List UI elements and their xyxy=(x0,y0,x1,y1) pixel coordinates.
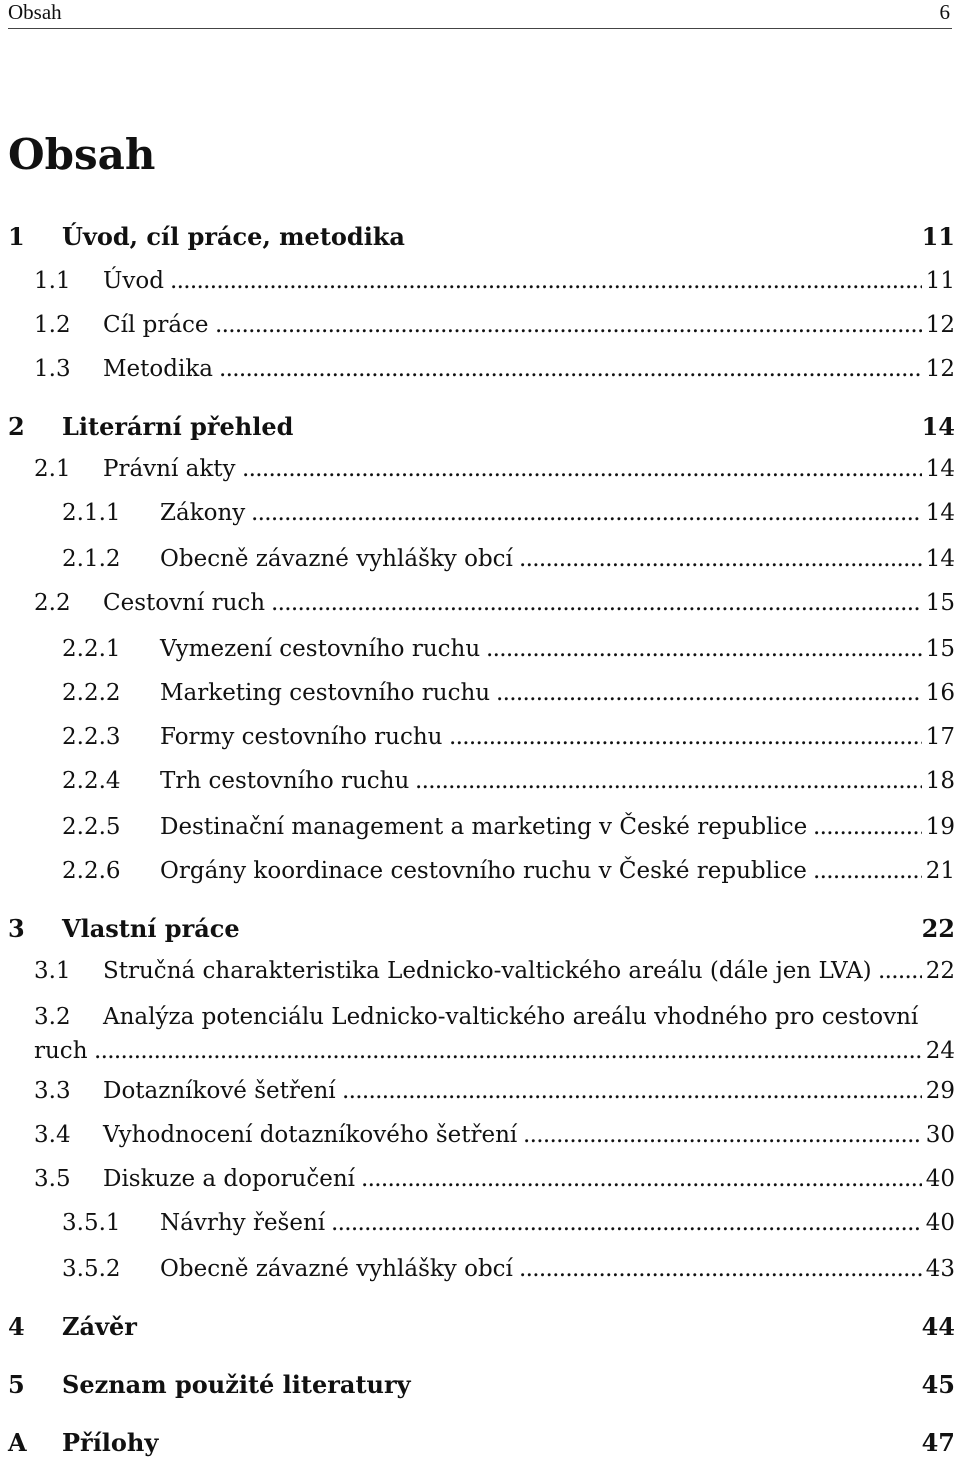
toc-entry[interactable] xyxy=(0,858,955,890)
toc-entry-page: 30 xyxy=(925,1122,955,1148)
toc-entry-title: Literární přehled xyxy=(62,412,294,441)
toc-entry-number: 3.4 xyxy=(34,1122,71,1148)
dot-leader xyxy=(219,356,922,382)
toc-entry-title: Právní akty xyxy=(103,456,236,482)
toc-entry-page: 14 xyxy=(925,546,955,572)
toc-entry[interactable] xyxy=(0,546,955,578)
toc-entry-page: 40 xyxy=(925,1210,955,1236)
dot-leader xyxy=(94,1038,922,1064)
toc-entry-number: 2.2.3 xyxy=(62,724,121,750)
toc-entry-title: Stručná charakteristika Lednicko-valtického areálu (dále jen LVA) xyxy=(103,958,872,984)
toc-entry-title-continued: ruch xyxy=(34,1038,88,1064)
toc-entry-number: 2.1.1 xyxy=(62,500,121,526)
toc-entry-title: Metodika xyxy=(103,356,213,382)
toc-entry-number: 2.2.5 xyxy=(62,814,121,840)
toc-entry-title: Návrhy řešení xyxy=(160,1210,326,1236)
dot-leader xyxy=(813,814,922,840)
toc-entry-number: 1.2 xyxy=(34,312,71,338)
dot-leader xyxy=(361,1166,922,1192)
toc-entry-number: 2.2.1 xyxy=(62,636,121,662)
toc-entry-page: 24 xyxy=(925,1038,955,1064)
toc-entry-title: Formy cestovního ruchu xyxy=(160,724,443,750)
toc-entry[interactable] xyxy=(0,1428,955,1460)
toc-entry-number: 3.2 xyxy=(34,1004,71,1030)
dot-leader xyxy=(519,1256,922,1282)
toc-entry[interactable] xyxy=(0,1078,955,1110)
dot-leader xyxy=(342,1078,922,1104)
toc-entry-number: 2.2.6 xyxy=(62,858,121,884)
toc-entry-number: 2.2.4 xyxy=(62,768,121,794)
running-header xyxy=(8,0,952,29)
toc-entry-number: 3.1 xyxy=(34,958,71,984)
toc-entry-page: 47 xyxy=(921,1428,955,1457)
dot-leader xyxy=(519,546,922,572)
toc-entry-title: Trh cestovního ruchu xyxy=(160,768,410,794)
toc-entry-page: 12 xyxy=(925,356,955,382)
toc-entry[interactable] xyxy=(0,1370,955,1402)
toc-entry-number: 2.2.2 xyxy=(62,680,121,706)
toc-entry-page: 45 xyxy=(921,1370,955,1399)
toc-entry-number: 2.2 xyxy=(34,590,71,616)
toc-entry-number: 2.1 xyxy=(34,456,71,482)
toc-entry[interactable] xyxy=(0,914,955,946)
toc-entry-number: 5 xyxy=(8,1370,25,1399)
toc-entry-title: Zákony xyxy=(160,500,246,526)
toc-entry-title: Úvod xyxy=(103,268,164,294)
toc-entry-number: 2.1.2 xyxy=(62,546,121,572)
toc-entry-page: 21 xyxy=(925,858,955,884)
toc-entry[interactable] xyxy=(0,222,955,254)
toc-entry[interactable] xyxy=(0,1004,955,1036)
toc-entry-continuation xyxy=(0,1038,955,1070)
toc-entry[interactable] xyxy=(0,312,955,344)
page-title: Obsah xyxy=(8,130,156,179)
dot-leader xyxy=(170,268,922,294)
toc-entry-title: Analýza potenciálu Lednicko-valtického areálu vhodného pro cestovní xyxy=(103,1004,919,1030)
toc-entry-page: 14 xyxy=(925,500,955,526)
toc-entry-page: 11 xyxy=(921,222,955,251)
toc-entry-title: Obecně závazné vyhlášky obcí xyxy=(160,546,513,572)
toc-entry-title: Vlastní práce xyxy=(62,914,240,943)
toc-entry[interactable] xyxy=(0,1210,955,1242)
toc-entry-title: Úvod, cíl práce, metodika xyxy=(62,222,405,251)
toc-entry-number: 3.3 xyxy=(34,1078,71,1104)
toc-entry-number: 1 xyxy=(8,222,25,251)
toc-entry-title: Orgány koordinace cestovního ruchu v České republice xyxy=(160,858,807,884)
toc-entry-title: Vymezení cestovního ruchu xyxy=(160,636,481,662)
toc-entry-number: 3.5.2 xyxy=(62,1256,121,1282)
toc-entry-page: 16 xyxy=(925,680,955,706)
toc-entry[interactable] xyxy=(0,636,955,668)
toc-entry-page: 15 xyxy=(925,590,955,616)
toc-entry-number: 1.1 xyxy=(34,268,71,294)
toc-entry-title: Závěr xyxy=(62,1312,137,1341)
dot-leader xyxy=(331,1210,922,1236)
toc-entry-page: 22 xyxy=(921,914,955,943)
toc-entry-page: 14 xyxy=(925,456,955,482)
toc-entry-page: 19 xyxy=(925,814,955,840)
toc-entry-page: 44 xyxy=(921,1312,955,1341)
toc-entry-title: Diskuze a doporučení xyxy=(103,1166,356,1192)
toc-entry[interactable] xyxy=(0,1166,955,1198)
dot-leader xyxy=(486,636,922,662)
toc-entry-page: 43 xyxy=(925,1256,955,1282)
dot-leader xyxy=(496,680,922,706)
toc-entry[interactable] xyxy=(0,412,955,444)
toc-entry-number: 3.5.1 xyxy=(62,1210,121,1236)
toc-entry[interactable] xyxy=(0,680,955,712)
toc-entry[interactable] xyxy=(0,1122,955,1154)
toc-entry-page: 12 xyxy=(925,312,955,338)
toc-entry[interactable] xyxy=(0,724,955,756)
toc-entry[interactable] xyxy=(0,356,955,388)
toc-entry[interactable] xyxy=(0,814,955,846)
dot-leader xyxy=(523,1122,922,1148)
toc-entry-title: Obecně závazné vyhlášky obcí xyxy=(160,1256,513,1282)
toc-entry-title: Seznam použité literatury xyxy=(62,1370,411,1399)
toc-entry-title: Cestovní ruch xyxy=(103,590,266,616)
header-page-number: 6 xyxy=(939,0,950,24)
toc-entry-title: Destinační management a marketing v České republice xyxy=(160,814,808,840)
toc-entry[interactable] xyxy=(0,768,955,800)
dot-leader xyxy=(271,590,922,616)
toc-entry-number: 4 xyxy=(8,1312,25,1341)
toc-entry-page: 29 xyxy=(925,1078,955,1104)
toc-entry-title: Cíl práce xyxy=(103,312,209,338)
toc-entry-page: 22 xyxy=(925,958,955,984)
toc-entry[interactable] xyxy=(0,456,955,488)
toc-entry[interactable] xyxy=(0,1256,955,1288)
header-section-title: Obsah xyxy=(8,0,62,24)
dot-leader xyxy=(813,858,922,884)
toc-entry-page: 14 xyxy=(921,412,955,441)
toc-entry-number: A xyxy=(8,1428,27,1457)
toc-entry-page: 17 xyxy=(925,724,955,750)
toc-entry[interactable] xyxy=(0,500,955,532)
dot-leader xyxy=(415,768,922,794)
toc-entry-number: 2 xyxy=(8,412,25,441)
dot-leader xyxy=(242,456,922,482)
dot-leader xyxy=(449,724,922,750)
toc-entry-title: Dotazníkové šetření xyxy=(103,1078,336,1104)
toc-entry-page: 40 xyxy=(925,1166,955,1192)
toc-entry-number: 1.3 xyxy=(34,356,71,382)
dot-leader xyxy=(215,312,922,338)
toc-entry-page: 18 xyxy=(925,768,955,794)
toc-entry-page: 11 xyxy=(925,268,955,294)
dot-leader xyxy=(251,500,922,526)
toc-entry-title: Vyhodnocení dotazníkového šetření xyxy=(103,1122,518,1148)
toc-entry-number: 3 xyxy=(8,914,25,943)
dot-leader xyxy=(878,958,922,984)
toc-entry[interactable] xyxy=(0,1312,955,1344)
toc-entry[interactable] xyxy=(0,268,955,300)
toc-entry[interactable] xyxy=(0,958,955,990)
toc-entry-title: Marketing cestovního ruchu xyxy=(160,680,491,706)
toc-entry[interactable] xyxy=(0,590,955,622)
toc-entry-page: 15 xyxy=(925,636,955,662)
toc-entry-title: Přílohy xyxy=(62,1428,159,1457)
toc-entry-number: 3.5 xyxy=(34,1166,71,1192)
